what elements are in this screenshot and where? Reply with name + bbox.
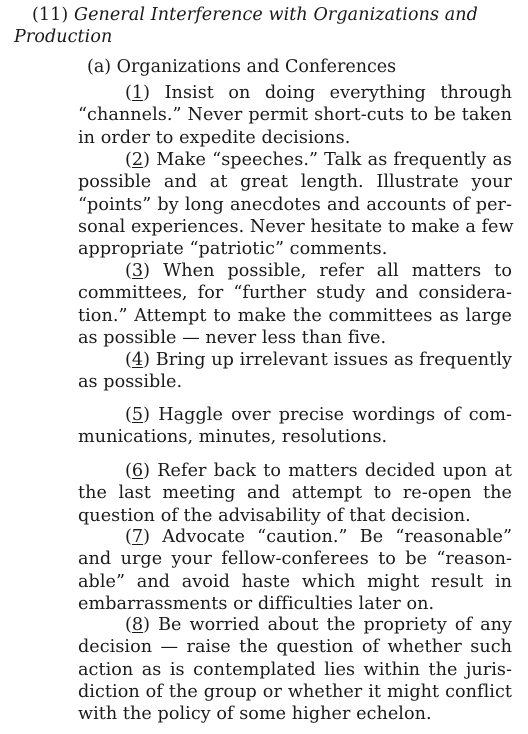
paragraph-text: the last meeting and attempt to re-open the <box>78 483 512 504</box>
paragraph-4 <box>78 349 512 394</box>
paragraph-line <box>78 571 512 593</box>
paragraph-line <box>78 327 512 349</box>
paragraph-index-number: 7 <box>131 527 144 547</box>
paragraph-line <box>78 371 512 393</box>
paragraph-line <box>78 104 512 126</box>
paragraph-index-number: 6 <box>131 461 144 481</box>
paragraph-text: with the policy of some higher echelon. <box>78 704 432 725</box>
paragraph-index: (1) <box>125 83 165 103</box>
paragraph-line <box>78 636 512 658</box>
paragraph-line <box>78 194 512 216</box>
paragraph-text: Bring up irrelevant issues as frequently <box>155 350 512 370</box>
paragraph-line <box>78 216 512 238</box>
paragraph-1 <box>78 82 512 149</box>
paragraph-text: possible and at great length. Illustrate your <box>78 172 512 193</box>
paragraph-5 <box>78 404 512 449</box>
paragraph-line <box>78 282 512 304</box>
subsection-heading: (a) Organizations and Conferences <box>87 57 397 77</box>
paragraph-index: (5) <box>125 405 159 425</box>
paragraph-text: Be worried about the propriety of any <box>158 615 512 635</box>
paragraph-6 <box>78 460 512 527</box>
paragraph-text: Haggle over precise wordings of com- <box>158 405 512 425</box>
paragraph-index: (2) <box>125 150 157 170</box>
paragraph-index-number: 1 <box>131 83 144 103</box>
paragraph-text: committees, for “further study and considera- <box>78 283 512 304</box>
paragraph-line <box>78 460 512 482</box>
paragraph-index: (6) <box>125 461 158 481</box>
section-number: (11) <box>32 5 69 25</box>
paragraph-text: sonal experiences. Never hesitate to make a few <box>78 216 514 237</box>
paragraph-line <box>78 614 512 636</box>
paragraph-text: in order to expedite decisions. <box>78 127 351 148</box>
section-heading <box>14 4 514 48</box>
paragraph-text: able” and avoid haste which might result in <box>78 571 512 592</box>
paragraph-text: and urge your fellow-conferees to be “reason- <box>78 549 512 570</box>
paragraph-index-number: 8 <box>131 615 144 635</box>
paragraph-index: (4) <box>125 350 156 370</box>
paragraph-line <box>78 171 512 193</box>
paragraph-text: embarrassments or difficulties later on. <box>78 593 435 614</box>
paragraph-text: decision — raise the question of whether such <box>78 637 512 658</box>
paragraph-line <box>78 482 512 504</box>
paragraph-line <box>78 260 512 282</box>
paragraph-8 <box>78 614 512 725</box>
paragraph-text: action as is contemplated lies within the juris- <box>78 659 512 680</box>
paragraph-3 <box>78 260 512 349</box>
paragraph-text: diction of the group or whether it might conflict <box>78 681 512 702</box>
paragraph-text: Insist on doing everything through <box>164 83 513 103</box>
paragraph-text: appropriate “patriotic” comments. <box>78 239 388 260</box>
section-title-line-2: Production <box>14 27 113 47</box>
paragraph-index: (8) <box>125 615 159 635</box>
paragraph-line <box>78 305 512 327</box>
paragraph-text: Advocate “caution.” Be “reasonable” <box>162 527 512 547</box>
paragraph-text: Make “speeches.” Talk as frequently as <box>156 150 512 170</box>
paragraph-line <box>78 426 512 448</box>
section-title-line-1: General Interference with Organizations and <box>74 5 478 25</box>
paragraph-text: as possible — never less than five. <box>78 327 387 348</box>
paragraph-2 <box>78 149 512 260</box>
paragraph-index: (7) <box>125 527 163 547</box>
paragraph-7 <box>78 526 512 615</box>
paragraph-text: munications, minutes, resolutions. <box>78 427 388 448</box>
paragraph-text: question of the advisability of that decision. <box>78 505 471 526</box>
paragraph-line <box>78 404 512 426</box>
paragraph-text: Refer back to matters decided upon at <box>157 461 512 481</box>
paragraph-line <box>78 703 512 725</box>
paragraph-index-number: 2 <box>131 150 144 170</box>
paragraph-line <box>78 548 512 570</box>
paragraph-index-number: 5 <box>131 405 144 425</box>
paragraph-line <box>78 681 512 703</box>
paragraph-text: “channels.” Never permit short-cuts to be taken <box>78 105 512 126</box>
paragraph-line <box>78 526 512 548</box>
paragraph-line <box>78 593 512 615</box>
paragraph-index-number: 3 <box>131 261 144 281</box>
paragraph-index: (3) <box>125 261 164 281</box>
paragraph-text: When possible, refer all matters to <box>163 261 512 281</box>
paragraph-line <box>78 349 512 371</box>
paragraph-index-number: 4 <box>131 350 144 370</box>
paragraph-line <box>78 149 512 171</box>
paragraph-line <box>78 127 512 149</box>
paragraph-line <box>78 238 512 260</box>
paragraph-line <box>78 659 512 681</box>
paragraph-text: as possible. <box>78 372 183 393</box>
paragraph-line <box>78 505 512 527</box>
paragraph-text: tion.” Attempt to make the committees as large <box>78 305 512 326</box>
paragraph-text: “points” by long anecdotes and accounts of per- <box>78 194 512 215</box>
paragraph-line <box>78 82 512 104</box>
